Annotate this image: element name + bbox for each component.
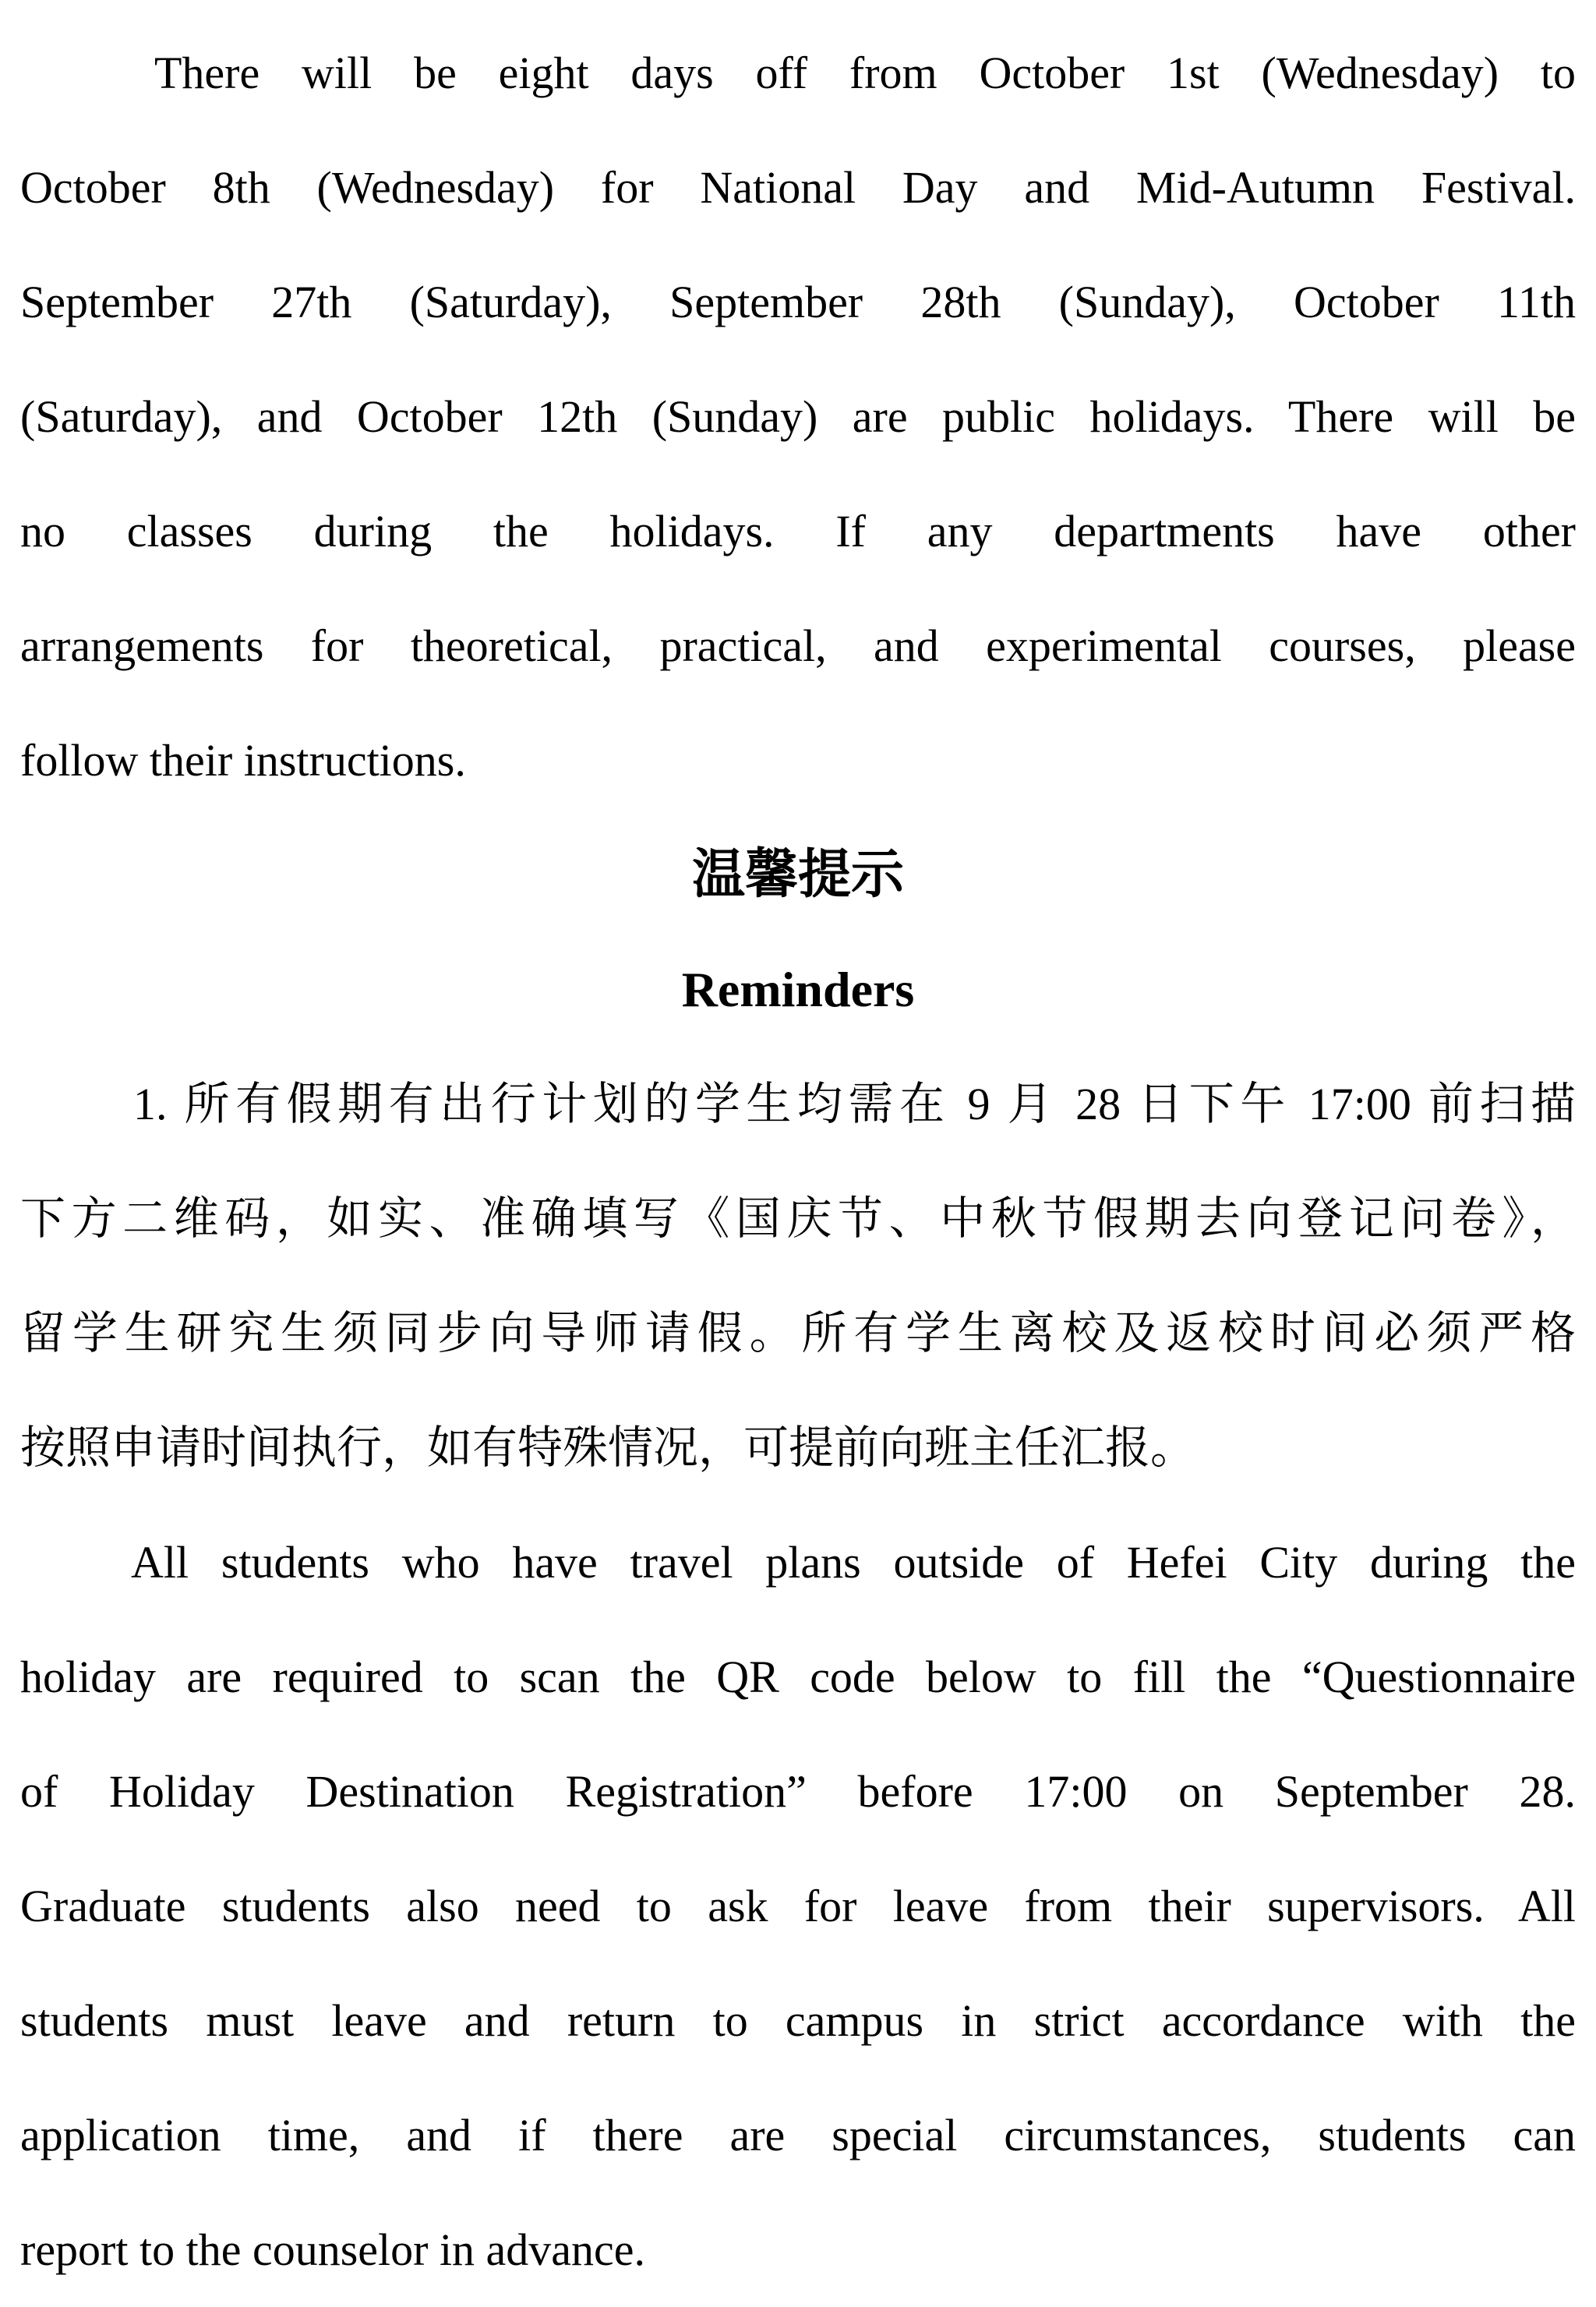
text-line: students must leave and return to campus in strict accordance with the (20, 1995, 1576, 2046)
text-line: of Holiday Destination Registration” before 17:00 on September 28. (20, 1766, 1576, 1817)
text-line: All students who have travel plans outside of Hefei City during the (131, 1537, 1576, 1588)
text-line: arrangements for theoretical, practical, and experimental courses, please (20, 620, 1576, 671)
text-line: 1. 所有假期有出行计划的学生均需在 9 月 28 日下午 17:00 前扫描 (133, 1079, 1576, 1129)
text-line: report to the counselor in advance. (20, 2224, 646, 2275)
paragraph-holiday-schedule-en (20, 16, 1576, 818)
text-line: There will be eight days off from October 1st (Wednesday) to (154, 48, 1576, 98)
text-line: follow their instructions. (20, 735, 466, 786)
text-line: holiday are required to scan the QR code below to fill the “Questionnaire (20, 1652, 1576, 1702)
heading-reminders-zh: 温馨提示 (691, 845, 904, 904)
text-line: application time, and if there are special circumstances, students can (20, 2110, 1576, 2160)
heading-reminders-en: Reminders (681, 962, 915, 1017)
text-line: 下方二维码，如实、准确填写《国庆节、中秋节假期去向登记问卷》， (20, 1193, 1576, 1244)
text-line: 留学生研究生须同步向导师请假。所有学生离校及返校时间必须严格 (20, 1308, 1576, 1358)
text-line: October 8th (Wednesday) for National Day and Mid-Autumn Festival. (20, 162, 1576, 213)
paragraph-reminder-1-en (20, 1505, 1576, 2307)
text-line: September 27th (Saturday), September 28th (Sunday), October 11th (20, 277, 1576, 327)
text-line: no classes during the holidays. If any departments have other (20, 506, 1576, 556)
text-line: (Saturday), and October 12th (Sunday) are public holidays. There will be (20, 391, 1576, 442)
text-line: 按照申请时间执行，如有特殊情况，可提前向班主任汇报。 (20, 1422, 1196, 1473)
text-line: Graduate students also need to ask for leave from their supervisors. All (20, 1881, 1576, 1931)
paragraph-reminder-1-zh (20, 1047, 1576, 1505)
